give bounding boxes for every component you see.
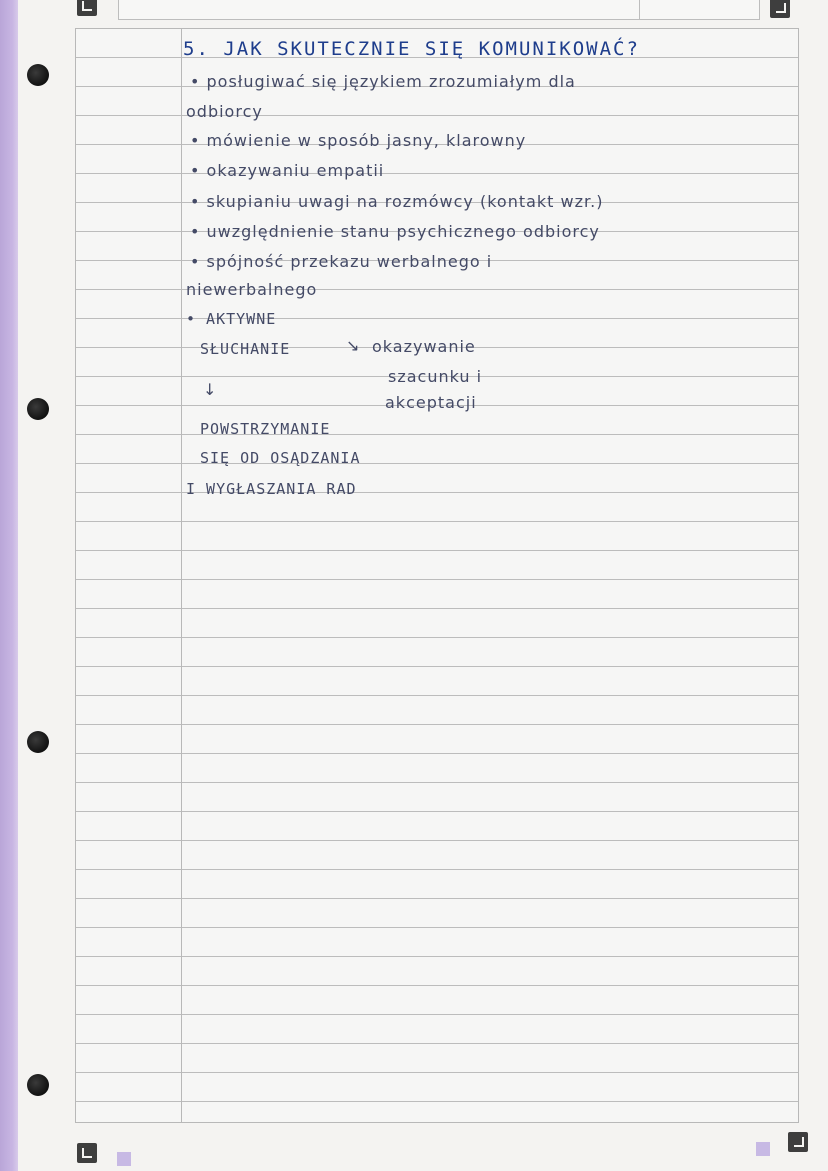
note-line: • spójność przekazu werbalnego i: [190, 252, 493, 271]
branch-right-text: okazywanie: [372, 337, 476, 356]
branch-right-text: akceptacji: [385, 393, 477, 412]
corner-mark-icon: [77, 1143, 97, 1163]
note-title: 5. JAK SKUTECZNIE SIĘ KOMUNIKOWAĆ?: [183, 38, 640, 60]
arrow-down-icon: ↓: [203, 380, 217, 399]
corner-mark-icon: [77, 0, 97, 16]
punch-hole: [27, 731, 49, 753]
header-box: [118, 0, 760, 20]
note-line: • posługiwać się językiem zrozumiałym dla: [190, 72, 576, 91]
branch-down-text: SIĘ OD OSĄDZANIA: [200, 449, 361, 467]
note-line: • skupianiu uwagi na rozmówcy (kontakt wzr.): [190, 192, 604, 211]
punch-hole: [27, 64, 49, 86]
purple-square-mark: [117, 1152, 131, 1166]
note-line: niewerbalnego: [186, 280, 318, 299]
branch-right-text: szacunku i: [388, 367, 483, 386]
active-listening-label: SŁUCHANIE: [200, 340, 291, 358]
purple-binding-edge: [0, 0, 18, 1171]
punch-hole: [27, 398, 49, 420]
active-listening-label: • AKTYWNE: [186, 310, 277, 328]
corner-mark-icon: [770, 0, 790, 18]
note-line: • uwzględnienie stanu psychicznego odbiorcy: [190, 222, 600, 241]
branch-down-text: POWSTRZYMANIE: [200, 420, 331, 438]
corner-mark-icon: [788, 1132, 808, 1152]
note-line: odbiorcy: [186, 102, 263, 121]
purple-square-mark: [756, 1142, 770, 1156]
note-line: • okazywaniu empatii: [190, 161, 385, 180]
margin-line: [181, 29, 182, 1122]
branch-down-text: I WYGŁASZANIA RAD: [186, 480, 357, 498]
punch-hole: [27, 1074, 49, 1096]
note-line: • mówienie w sposób jasny, klarowny: [190, 131, 527, 150]
arrow-right-icon: ↘: [346, 336, 360, 355]
